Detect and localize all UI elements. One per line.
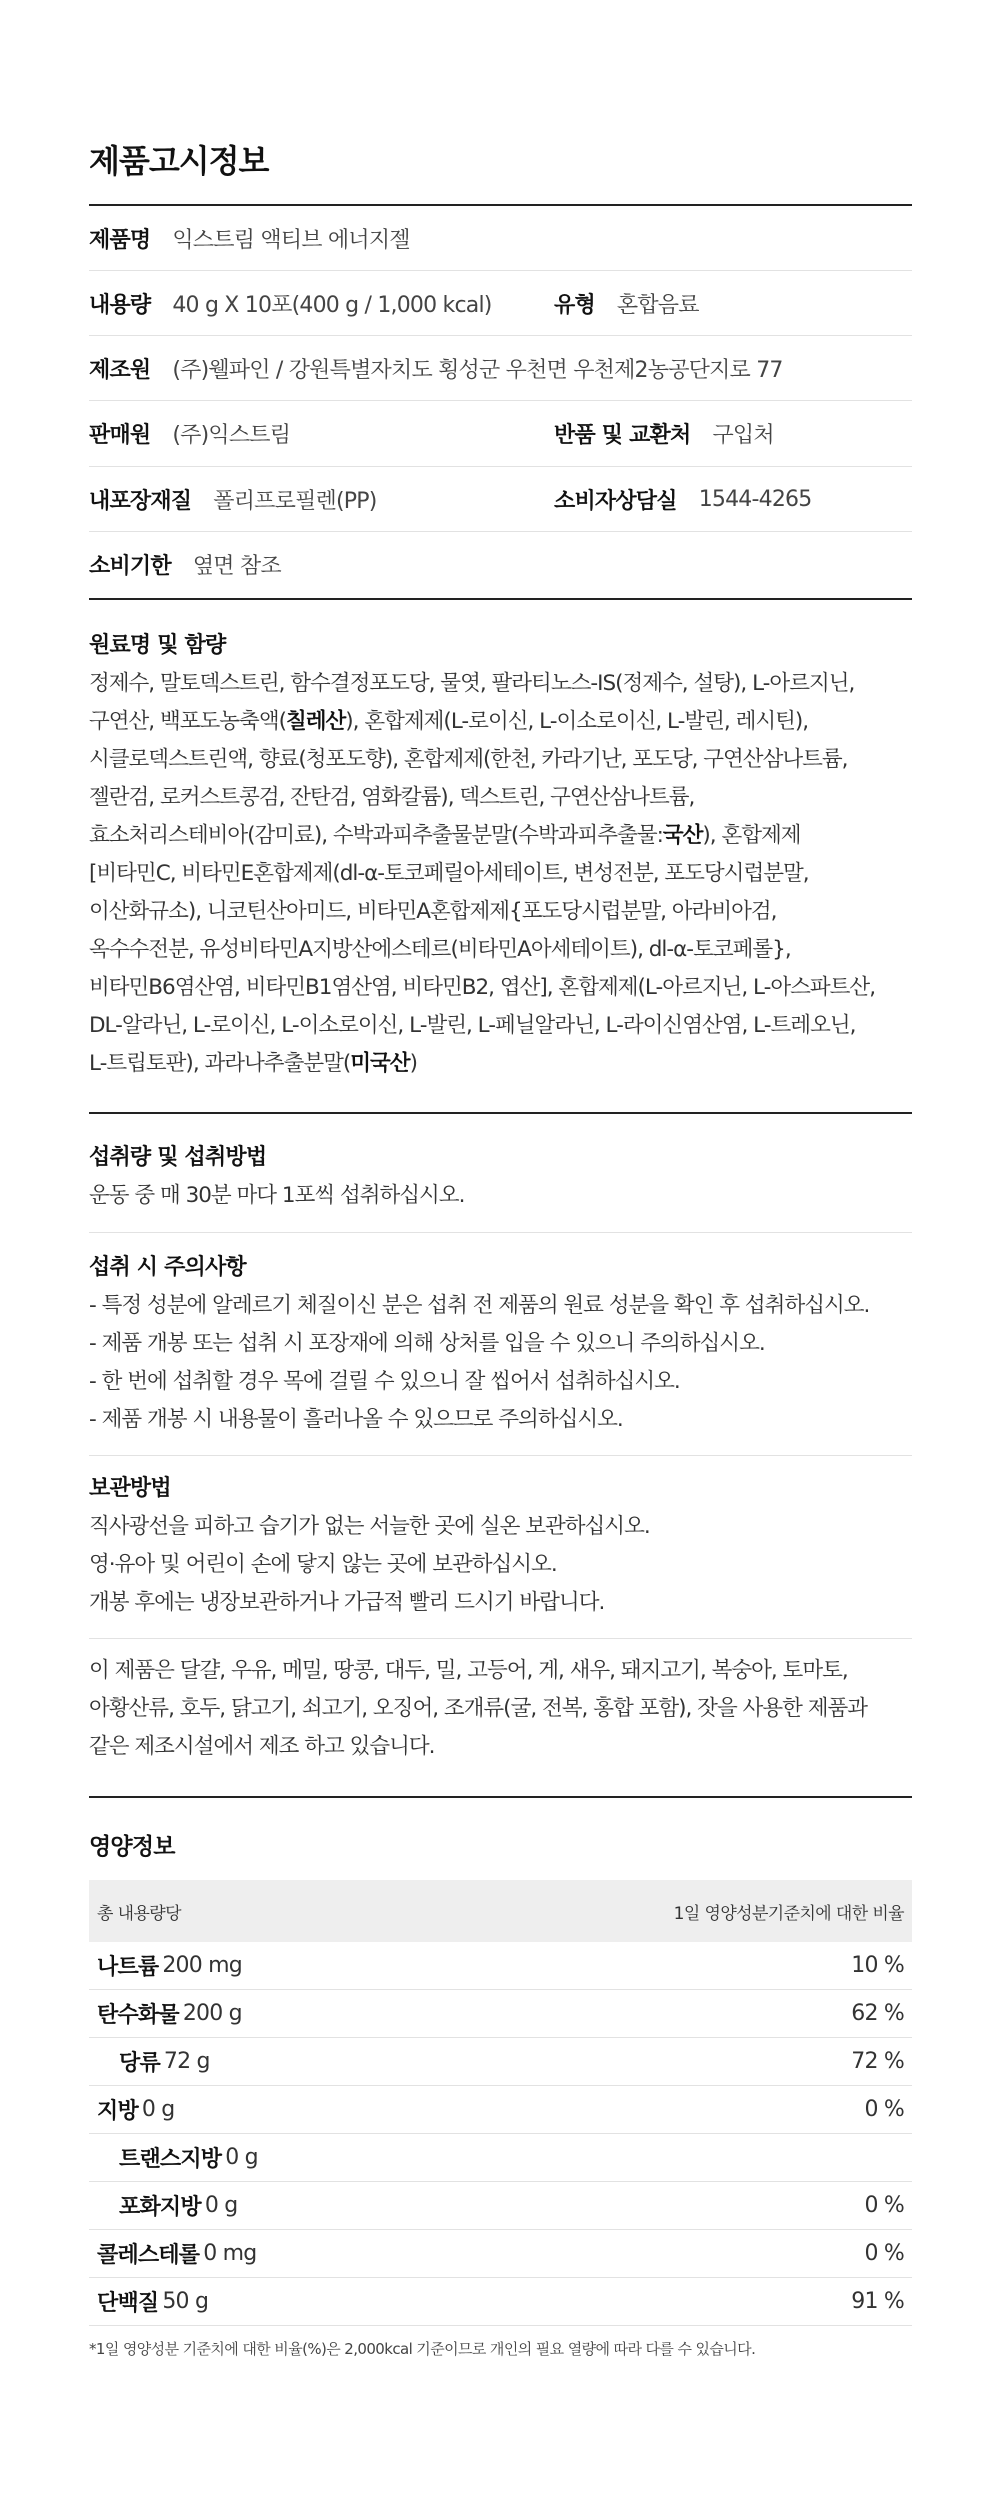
section-title-nutrition: 영양정보 xyxy=(89,1834,175,1860)
ingredients-line: 구연산, 백포도농축액(칠레산), 혼합제제(L-로이신, L-이소로이신, L-발린, 레시틴), xyxy=(89,709,809,734)
divider xyxy=(89,1455,912,1456)
caution-line: - 제품 개봉 시 내용물이 흘러나올 수 있으므로 주의하십시오. xyxy=(89,1407,623,1432)
info-value: 혼합음료 xyxy=(616,292,699,318)
section-title-product-info: 제품고시정보 xyxy=(89,142,269,180)
storage-line: 개봉 후에는 냉장보관하거나 가급적 빨리 드시기 바랍니다. xyxy=(89,1590,605,1615)
info-row-expiry xyxy=(89,532,912,596)
info-value: (주)익스트림 xyxy=(172,422,291,448)
info-label: 제품명 xyxy=(89,227,151,253)
info-label: 내용량 xyxy=(89,292,151,318)
section-title-storage: 보관방법 xyxy=(89,1476,171,1501)
nutrition-row-sodium: 나트륨 200 mg 10 % xyxy=(89,1942,912,1990)
nutrition-row-fat: 지방 0 g 0 % xyxy=(89,2086,912,2134)
info-value: (주)웰파인 / 강원특별자치도 횡성군 우천면 우천제2농공단지로 77 xyxy=(172,357,783,383)
allergen-line: 아황산류, 호두, 닭고기, 쇠고기, 오징어, 조개류(굴, 전복, 홍합 포함), 잣을 사용한 제품과 xyxy=(89,1696,868,1721)
info-row-manufacturer xyxy=(89,336,912,400)
caution-line: - 제품 개봉 또는 섭취 시 포장재에 의해 상처를 입을 수 있으니 주의하십시오. xyxy=(89,1331,765,1356)
info-row-packaging xyxy=(89,467,912,531)
section-title-intake: 섭취량 및 섭취방법 xyxy=(89,1145,267,1170)
ingredients-line: 옥수수전분, 유성비타민A지방산에스테르(비타민A아세테이트), dl-α-토코페롤}, xyxy=(89,937,791,962)
nutrition-table-header xyxy=(89,1880,912,1942)
info-value: 폴리프로필렌(PP) xyxy=(213,488,377,514)
info-value: 옆면 참조 xyxy=(192,553,281,579)
ingredients-line: L-트립토판), 과라나추출분말(미국산) xyxy=(89,1051,417,1076)
ingredients-line: 비타민B6염산염, 비타민B1염산염, 비타민B2, 엽산], 혼합제제(L-아르지닌, L-아스파트산, xyxy=(89,975,876,1000)
ingredients-line: 정제수, 말토덱스트린, 함수결정포도당, 물엿, 팔라티노스-IS(정제수, 설탕), L-아르지닌, xyxy=(89,671,855,696)
info-label: 제조원 xyxy=(89,357,151,383)
nutrition-row-protein: 단백질 50 g 91 % xyxy=(89,2278,912,2326)
info-label: 소비기한 xyxy=(89,553,171,579)
section-title-ingredients: 원료명 및 함량 xyxy=(89,633,226,658)
info-value: 구입처 xyxy=(712,422,774,448)
intake-text: 운동 중 매 30분 마다 1포씩 섭취하십시오. xyxy=(89,1183,465,1208)
header-daily-value: 1일 영양성분기준치에 대한 비율 xyxy=(673,1903,904,1924)
info-value: 익스트림 액티브 에너지젤 xyxy=(172,227,410,253)
ingredients-line: 효소처리스테비아(감미료), 수박과피추출물분말(수박과피추출물:국산), 혼합제제 xyxy=(89,823,801,848)
ingredients-line: 젤란검, 로커스트콩검, 잔탄검, 염화칼륨), 덱스트린, 구연산삼나트륨, xyxy=(89,785,695,810)
info-value: 40 g X 10포(400 g / 1,000 kcal) xyxy=(172,292,492,318)
info-row-volume xyxy=(89,271,912,335)
ingredients-line: DL-알라닌, L-로이신, L-이소로이신, L-발린, L-페닐알라닌, L-라이신염산염, L-트레오닌, xyxy=(89,1013,856,1038)
storage-line: 영·유아 및 어린이 손에 닿지 않는 곳에 보관하십시오. xyxy=(89,1552,557,1577)
divider xyxy=(89,598,912,600)
ingredients-line: [비타민C, 비타민E혼합제제(dl-α-토코페릴아세테이트, 변성전분, 포도당시럽분말, xyxy=(89,861,809,886)
section-title-caution: 섭취 시 주의사항 xyxy=(89,1255,246,1280)
caution-line: - 특정 성분에 알레르기 체질이신 분은 섭취 전 제품의 원료 성분을 확인 후 섭취하십시오. xyxy=(89,1293,870,1318)
divider xyxy=(89,1796,912,1798)
storage-line: 직사광선을 피하고 습기가 없는 서늘한 곳에 실온 보관하십시오. xyxy=(89,1514,650,1539)
caution-line: - 한 번에 섭취할 경우 목에 걸릴 수 있으니 잘 씹어서 섭취하십시오. xyxy=(89,1369,680,1394)
info-row-seller xyxy=(89,401,912,465)
info-label: 내포장재질 xyxy=(89,488,192,514)
nutrition-row-sugars: 당류 72 g 72 % xyxy=(89,2038,912,2086)
nutrition-footnote: *1일 영양성분 기준치에 대한 비율(%)은 2,000kcal 기준이므로 개인의 필요 열량에 따라 다를 수 있습니다. xyxy=(89,2340,756,2358)
nutrition-row-saturated-fat: 포화지방 0 g 0 % xyxy=(89,2182,912,2230)
ingredients-line: 시클로덱스트린액, 향료(청포도향), 혼합제제(한천, 카라기난, 포도당, 구연산삼나트륨, xyxy=(89,747,848,772)
info-label: 소비자상담실 xyxy=(554,488,677,514)
info-label: 유형 xyxy=(554,292,595,318)
divider xyxy=(89,1112,912,1114)
allergen-line: 이 제품은 달걀, 우유, 메밀, 땅콩, 대두, 밀, 고등어, 게, 새우, 돼지고기, 복숭아, 토마토, xyxy=(89,1658,848,1683)
header-total-amount: 총 내용량당 xyxy=(97,1903,181,1924)
info-label: 반품 및 교환처 xyxy=(554,422,691,448)
info-label: 판매원 xyxy=(89,422,151,448)
nutrition-row-cholesterol: 콜레스테롤 0 mg 0 % xyxy=(89,2230,912,2278)
info-row-product-name xyxy=(89,206,912,270)
ingredients-line: 이산화규소), 니코틴산아미드, 비타민A혼합제제{포도당시럽분말, 아라비아검, xyxy=(89,899,777,924)
divider xyxy=(89,1638,912,1639)
divider xyxy=(89,1232,912,1233)
nutrition-row-trans-fat: 트랜스지방 0 g xyxy=(89,2134,912,2182)
allergen-line: 같은 제조시설에서 제조 하고 있습니다. xyxy=(89,1734,435,1759)
nutrition-row-carbohydrate: 탄수화물 200 g 62 % xyxy=(89,1990,912,2038)
info-value: 1544-4265 xyxy=(698,486,812,512)
